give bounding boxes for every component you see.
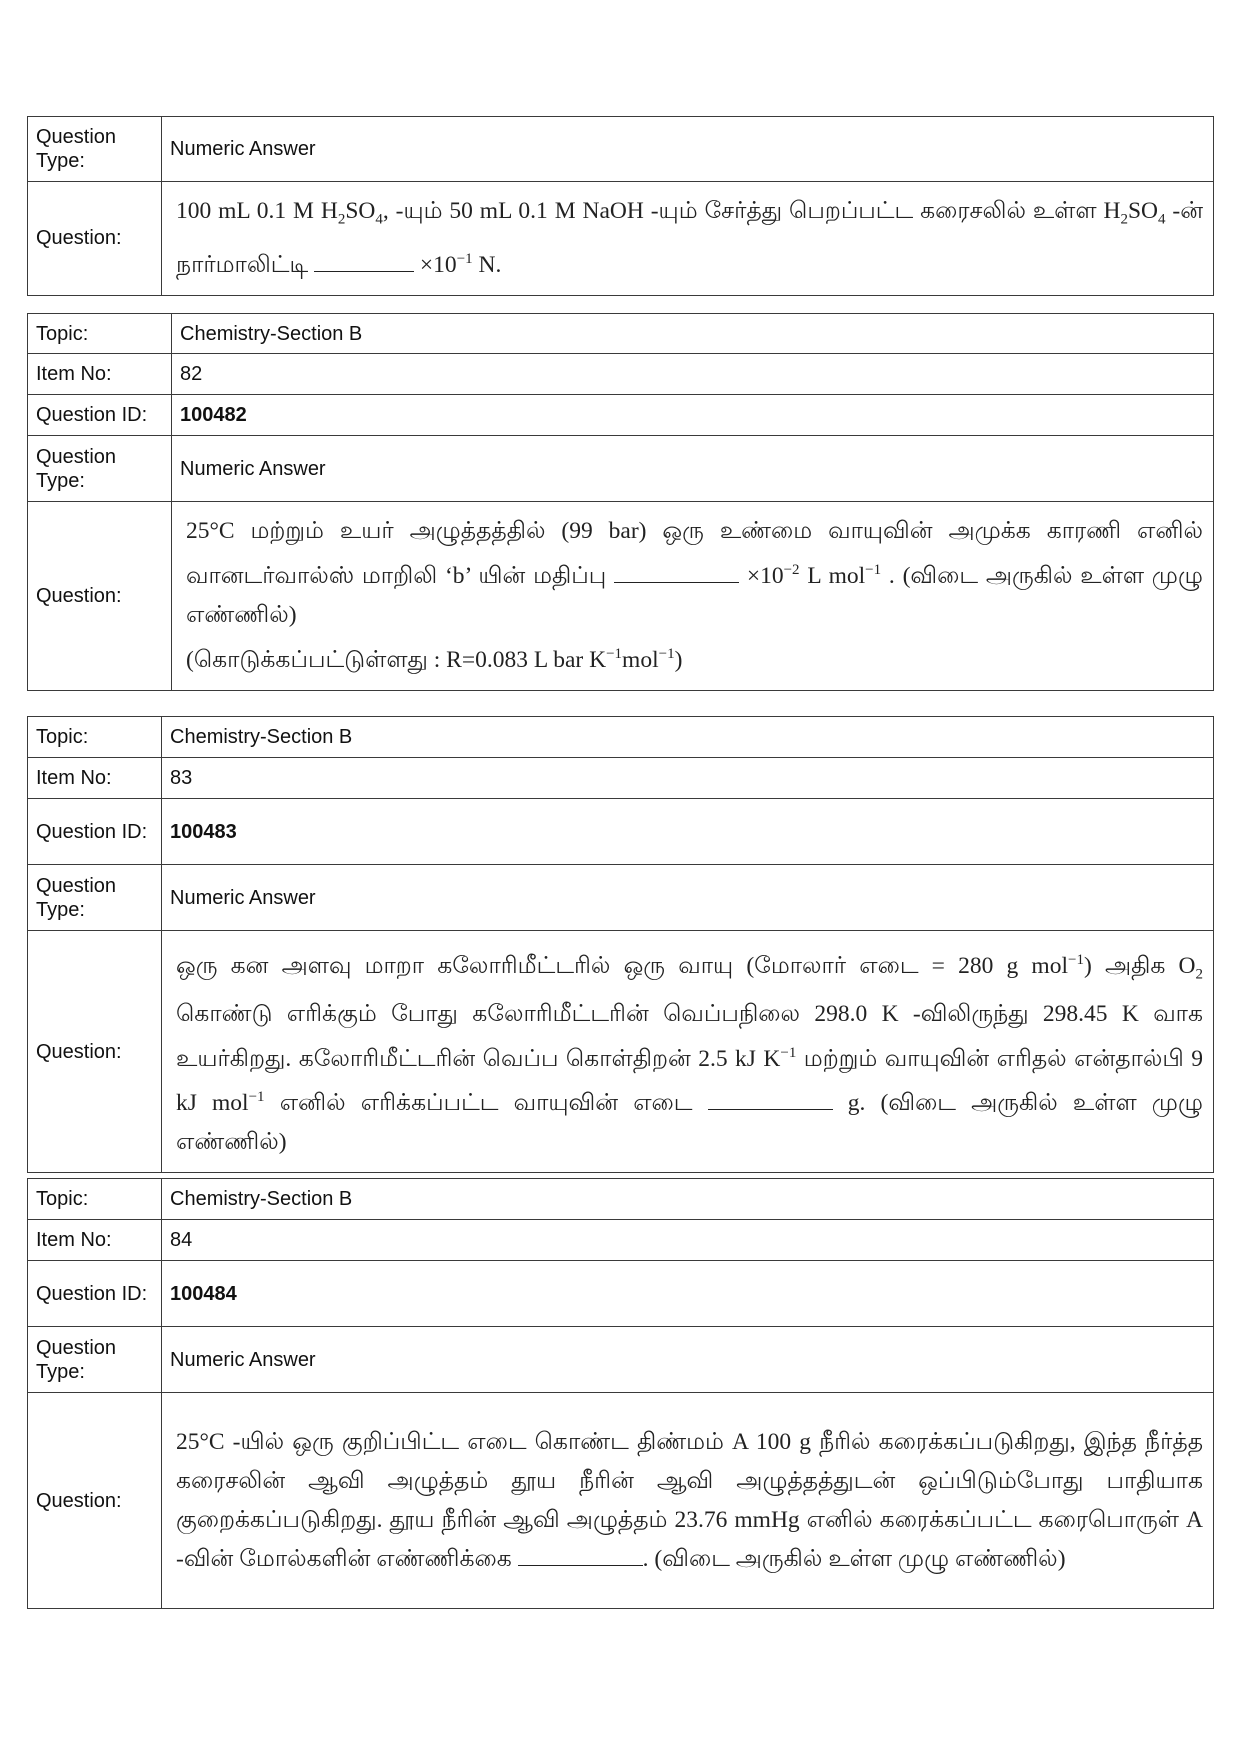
- question-text: 25°C -யில் ஒரு குறிப்பிட்ட எடை கொண்ட திண்மம் A 100 g நீரில் கரைக்கப்படுகிறது, இந்த நீர்த்த கரைசலின் ஆவி அழுத்தம் தூய நீரின் ஆவி அழுத்தத்துடன் ஒப்பிடும்போது பாதியாக குறைக்கப்படுகிறது. தூய நீரின் ஆவி அழுத்தம் 23.76 mmHg எனில் கரைக்கப்பட்ட கரைபொருள் A -வின் மோல்களின் எண்ணிக்கை . (விடை அருகில் உள்ள முழு எண்ணில்): [162, 1393, 1214, 1609]
- row-question-id: [28, 395, 1214, 436]
- question-table-83: [27, 716, 1214, 1173]
- row-question: [28, 1393, 1214, 1609]
- value-topic: Chemistry-Section B: [172, 314, 1214, 354]
- label-question-id: Question ID:: [28, 1261, 162, 1327]
- row-question-type: [28, 117, 1214, 182]
- label-item-no: Item No:: [28, 1220, 162, 1261]
- value-question-id: 100483: [162, 799, 1214, 865]
- row-item-no: [28, 354, 1214, 395]
- label-topic: Topic:: [28, 717, 162, 758]
- label-question: Question:: [28, 182, 162, 296]
- value-topic: Chemistry-Section B: [162, 717, 1214, 758]
- row-item-no: [28, 1220, 1214, 1261]
- label-question-type: Question Type:: [28, 1327, 162, 1393]
- row-question: [28, 931, 1214, 1173]
- label-item-no: Item No:: [28, 758, 162, 799]
- question-text: 100 mL 0.1 M $H_2SO_4$, -யும் 50 mL 0.1 M NaOH -யும் சேர்த்து பெறப்பட்ட கரைசலில் உள்ள $H_2SO_4$ -ன் நார்மாலிட்டி $\times 10^{-1}$ N.: [162, 182, 1214, 296]
- value-item-no: 84: [162, 1220, 1214, 1261]
- question-table-82: [27, 313, 1214, 691]
- row-topic: [28, 717, 1214, 758]
- row-topic: [28, 1179, 1214, 1220]
- value-item-no: 83: [162, 758, 1214, 799]
- answer-blank: [518, 1547, 643, 1566]
- value-question-type: Numeric Answer: [162, 117, 1214, 182]
- value-question-type: Numeric Answer: [162, 865, 1214, 931]
- answer-blank: [314, 253, 414, 272]
- row-question-type: [28, 436, 1214, 502]
- row-question-id: [28, 799, 1214, 865]
- value-question-id: 100484: [162, 1261, 1214, 1327]
- label-question-type: Question Type:: [28, 865, 162, 931]
- answer-blank: [708, 1091, 833, 1110]
- question-table-84: [27, 1178, 1214, 1609]
- label-question-id: Question ID:: [28, 799, 162, 865]
- label-question: Question:: [28, 931, 162, 1173]
- question-text: 25°C மற்றும் உயர் அழுத்தத்தில் (99 bar) ஒரு உண்மை வாயுவின் அமுக்க காரணி எனில் வானடர்வால்ஸ் மாறிலி ‘b’ யின் மதிப்பு $\times 10^{-2}$ L mol$^{-1}$ . (விடை அருகில் உள்ள முழு எண்ணில்) (கொடுக்கப்பட்டுள்ளது : R=0.083 L bar $K^{-1}mol^{-1}$): [172, 502, 1214, 691]
- row-item-no: [28, 758, 1214, 799]
- label-question: Question:: [28, 502, 172, 691]
- value-question-type: Numeric Answer: [162, 1327, 1214, 1393]
- label-question: Question:: [28, 1393, 162, 1609]
- value-item-no: 82: [172, 354, 1214, 395]
- value-question-id: 100482: [172, 395, 1214, 436]
- answer-blank: [614, 564, 739, 583]
- label-question-type: Question Type:: [28, 436, 172, 502]
- row-question: [28, 182, 1214, 296]
- label-question-id: Question ID:: [28, 395, 172, 436]
- value-topic: Chemistry-Section B: [162, 1179, 1214, 1220]
- label-question-type: Question Type:: [28, 117, 162, 182]
- row-question-type: [28, 865, 1214, 931]
- label-topic: Topic:: [28, 1179, 162, 1220]
- label-item-no: Item No:: [28, 354, 172, 395]
- value-question-type: Numeric Answer: [172, 436, 1214, 502]
- row-question-id: [28, 1261, 1214, 1327]
- label-topic: Topic:: [28, 314, 172, 354]
- question-table-81: [27, 116, 1214, 296]
- row-question: [28, 502, 1214, 691]
- row-question-type: [28, 1327, 1214, 1393]
- question-text: ஒரு கன அளவு மாறா கலோரிமீட்டரில் ஒரு வாயு (மோலார் எடை = 280 g mol$^{-1}$) அதிக $O_2$ கொண்டு எரிக்கும் போது கலோரிமீட்டரின் வெப்பநிலை 298.0 K -விலிருந்து 298.45 K வாக உயர்கிறது. கலோரிமீட்டரின் வெப்ப கொள்திறன் 2.5 kJ $K^{-1}$ மற்றும் வாயுவின் எரிதல் என்தால்பி 9 kJ mol$^{-1}$ எனில் எரிக்கப்பட்ட வாயுவின் எடை g. (விடை அருகில் உள்ள முழு எண்ணில்): [162, 931, 1214, 1173]
- row-topic: [28, 314, 1214, 354]
